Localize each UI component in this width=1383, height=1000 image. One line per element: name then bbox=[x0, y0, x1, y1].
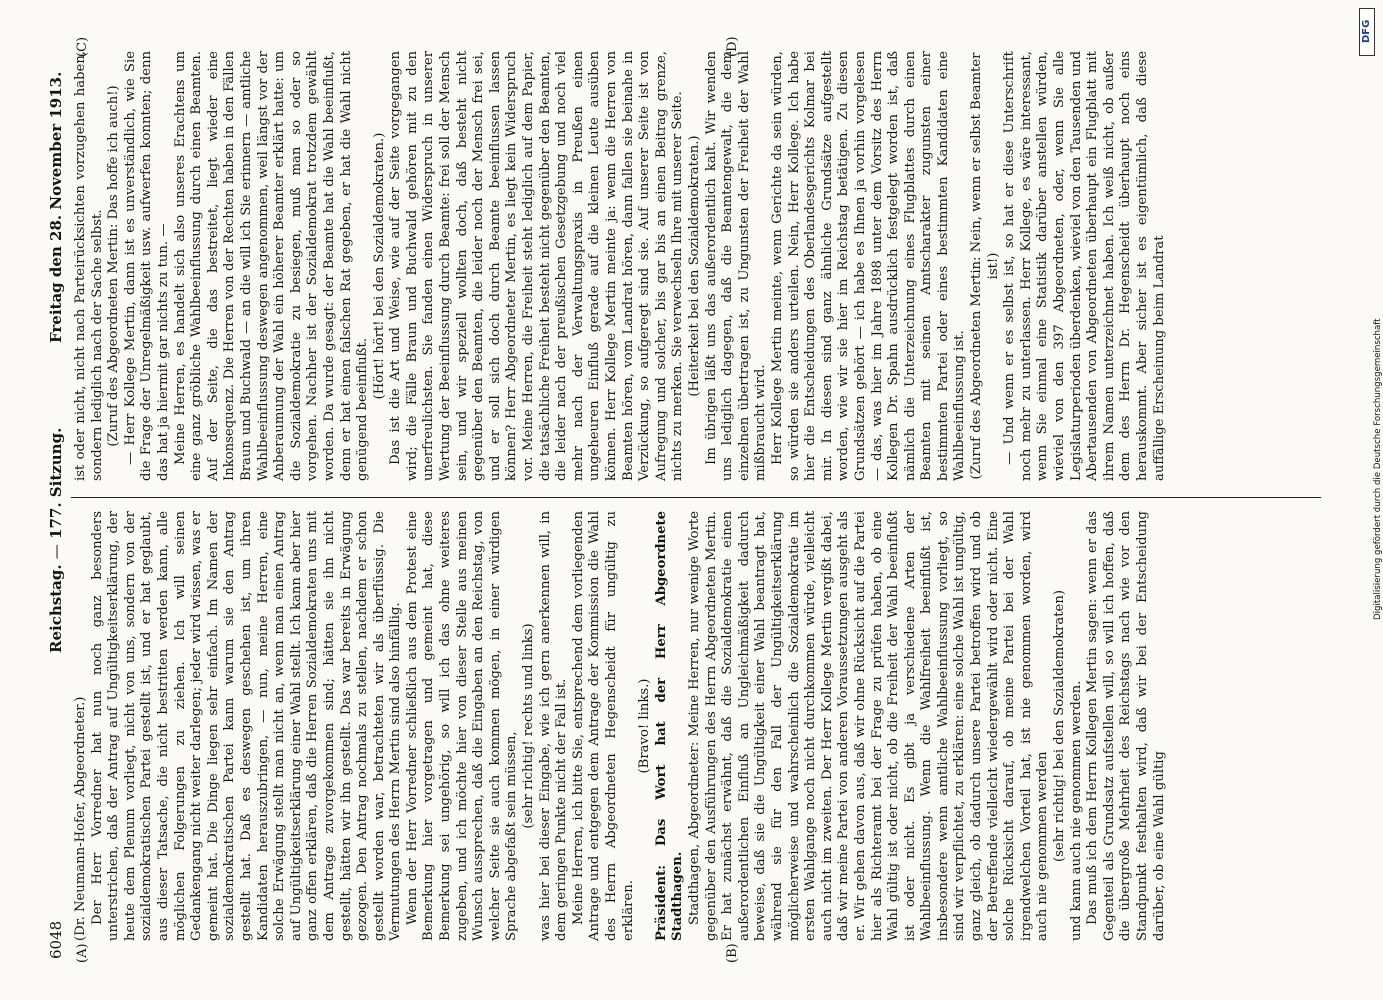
margin-mark-b: (B) bbox=[725, 943, 740, 963]
interjection: (Bravo! links.) bbox=[637, 678, 653, 774]
paragraph: Meine Herren, ich bitte Sie, entsprechend dem vorliegenden Antrage und entgegen dem Antrage der Kommission die Wahl des Herrn Abgeordneten Hegenscheidt für ungültig zu erklären. bbox=[570, 511, 636, 941]
speaker-line: Präsident: Das Wort hat der Herr Abgeordnete Stadthagen. bbox=[653, 511, 686, 941]
running-header bbox=[45, 33, 67, 963]
paragraph: Das muß ich dem Herrn Kollegen Mertin sagen: wenn er das Gegenteil als Grundsatz aufstellen will, so will ich hoffen, daß die übergroße Mehrheit des Reichstags nach wie vor den Standpunkt festhalten wird, daß wir bei der Entscheidung darüber, ob eine Wahl gültig bbox=[1085, 511, 1167, 941]
dfg-logo-text: DFG bbox=[1361, 19, 1372, 43]
paragraph: Wenn der Herr Vorredner schließlich aus dem Protest eine Bemerkung hier vorgetragen und gemeint hat, diese Bemerkung sei ungehörig, so will ich das ohne weiteres zugeben, und ich möchte hier von dieser Stelle aus meinen Wunsch aussprechen, daß die Eingaben an den Reichstag, von welcher Seite sie auch kommen mögen, in einer würdigen Sprache abgefaßt sein müssen, bbox=[404, 511, 520, 941]
credit-text: Digitalisierung gefördert durch die Deutsche Forschungsgemeinschaft bbox=[1373, 318, 1383, 620]
header-dash: — bbox=[47, 544, 65, 560]
header-reichstag: Reichstag. bbox=[47, 564, 65, 653]
digitization-credit bbox=[1349, 0, 1383, 1000]
paragraph: — Und wenn er es selbst ist, so hat er diese Unterschrift noch mehr zu unterlassen. Herr Kollege, es wäre interessant, wenn Sie einmal eine Statistik darüber anstellen würden, wieviel von den 397 Abgeordneten, oder, wenn Sie alle Legislaturperioden überdenken, wieviel von den Tausenden und Abertausenden von Abgeordneten überhaupt ein Flugblatt mit ihrem Namen unterzeichnet haben. Ich weiß nicht, ob außer dem des Herrn Dr. Hegenscheidt überhaupt noch eins herauskommt. Aber sicher ist es eigentümlich, daß diese auffällige Erscheinung beim Landrat bbox=[1002, 50, 1167, 481]
paragraph: ist oder nicht, nicht nach Parteirücksichten vorzugehen haben, sondern lediglich nach der Sache selbst. bbox=[73, 51, 105, 481]
paragraph: — Herr Kollege Mertin, dann ist es unverständlich, wie Sie die Frage der Unregelmäßigkeit usw. aufwerfen konnten; denn das hat ja hiermit gar nichts zu tun. — bbox=[122, 51, 171, 481]
header-date: Freitag den 28. November 1913. bbox=[47, 71, 65, 343]
paragraph: was hier bei dieser Eingabe, wie ich gern anerkennen will, in dem geringen Punkte nicht der Fall ist. bbox=[537, 511, 570, 941]
interjection: (Zuruf des Abgeordneten Mertin: Nein, wenn er selbst Beamter ist!) bbox=[969, 52, 1001, 480]
left-column bbox=[73, 511, 1168, 941]
interjection: (Zuruf des Abgeordneten Mertin: Das hoffe ich auch!) bbox=[106, 85, 122, 447]
header-session: 177. Sitzung. bbox=[47, 427, 65, 539]
paragraph: Der Herr Vorredner hat nun noch ganz besonders unterstrichen, daß der Antrag auf Ungültigkeitserklärung, der heute dem Plenum vorliegt, nicht von uns, sondern von der sozialdemokratischen Partei gestellt ist, und er hat geglaubt, aus dieser Tatsache, die nicht bestritten werden kann, alle möglichen Folgerungen zu ziehen. Ich will seinen Gedankengang nicht weiter darlegen; jeder wird wissen, was er gemeint hat. Die Dinge liegen sehr einfach. Im Namen der sozialdemokratischen Partei kann warum sie den Antrag gestellt hat. Daß es deswegen geschehen ist, um ihren Kandidaten herauszubringen, — nun, meine Herren, eine solche Erwägung stellt man nicht an, wenn man einen Antrag auf Ungültigkeitserklärung einer Wahl stellt. Ich kann aber hier ganz offen erklären, daß die Herren Sozialdemokraten uns mit dem Antrage zuvorgekommen sind; hätten sie ihn nicht gestellt, hätten wir ihn gestellt. Das war bereits in Erwägung gezogen. Den Antrag nochmals zu stellen, nachdem er schon gestellt worden war, betrachteten wir als überflüssig. Die Vermutungen des Herrn Mertin sind also hinfällig. bbox=[89, 511, 404, 941]
margin-mark-a: (A) bbox=[75, 943, 90, 963]
paragraph: Das ist die Art und Weise, wie auf der Seite vorgegangen wird; die Fälle Braun und Buchwald gehören mit zu den unerfreulichsten. Sie fanden einen Widerspruch in unserer Wertung der Beeinflussung durch Beamte: frei soll der Mensch sein, und wir speziell wollten doch, daß besteht nicht gegenüber den Beamten, die leider noch der Mensch frei sei, und er soll sich doch durch Beamte beeinflussen lassen können? Herr Abgeordneter Mertin, es liegt kein Widerspruch vor. Meine Herren, die Freiheit steht lediglich auf dem Papier, die tatsächliche Freiheit besteht nicht gegenüber den Beamten, die leider nach der preußischen Gesetzgebung und noch viel mehr nach der Verwaltungspraxis in Preußen einen ungeheuren Einfluß gerade auf die kleinen Leute ausüben können. Herr Kollege Mertin meinte ja: wenn die Herren von Beamten hören, vom Landrat hören, dann fallen sie beinahe in Verzückung, so aufgeregt sind sie. Auf unserer Seite ist von Aufregung und solcher, bis gar bis an einen Beitrag grenze, nichts zu merken. Sie verwechseln Ihre mit unserer Seite. bbox=[388, 51, 686, 481]
column-divider bbox=[71, 497, 1321, 498]
margin-mark-c: (C) bbox=[75, 36, 90, 57]
paragraph: und kann auch nie genommen werden. bbox=[1068, 680, 1084, 941]
right-column bbox=[73, 51, 1168, 481]
interjection: (sehr richtig! bei den Sozialdemokraten) bbox=[1052, 590, 1068, 862]
paragraph: (Dr. Neumann-Hofer, Abgeordneter.) bbox=[73, 696, 88, 941]
interjection: (Heiterkeit bei den Sozialdemokraten.) bbox=[686, 135, 702, 397]
paragraph: Meine Herren, es handelt sich also unseres Erachtens um eine ganz gröbliche Wahlbeeinflussung durch einen Beamten. Auf der Seite, die das bestreitet, liegt wieder eine Inkonsequenz. Die Herren von der Rechten haben in den Fällen Braun und Buchwald — an die will ich Sie erinnern — amtliche Wahlbeeinflussung deswegen angenommen, weil längst vor der Anberaumung der Wahl ein höherer Beamter erklärt hatte: um die Sozialdemokratie zu besiegen, muß man so oder so vorgehen. Nachher ist der Sozialdemokrat trotzdem gewählt worden. Da wurde gesagt: der Beamte hat die Wahl beeinflußt, denn er hat einen falschen Rat gegeben, er hat die Wahl nicht genügend beeinflußt. bbox=[172, 51, 371, 481]
paragraph: Herr Kollege Mertin meinte, wenn Gerichte da sein würden, so würden sie anders urteilen. Nein, Herr Kollege. Ich habe hier die Entscheidungen des Oberlandesgerichts Kolmar bei mir. In diesen sind ganz ähnliche Grundsätze aufgestellt worden, wie wir sie hier im Reichstag betätigen. Zu diesen Grundsätzen gehört — ich habe es Ihnen ja vorhin vorgelesen — das, was hier im Jahre 1898 unter dem Vorsitz des Herrn Kollegen Dr. Spahn ausdrücklich festgelegt worden ist, daß nämlich die Unterzeichnung eines Flugblattes durch einen Beamten mit seinen Amtscharakter zugunsten einer bestimmten Partei oder eines bestimmten Kandidaten eine Wahlbeeinflussung ist. bbox=[769, 51, 968, 481]
rotated-document-page bbox=[45, 33, 1345, 963]
interjection: (Hört! hört! bei den Sozialdemokraten.) bbox=[371, 132, 387, 400]
page-number: 6048 bbox=[47, 920, 65, 959]
paragraph: Stadthagen, Abgeordneter: Meine Herren, nur wenige Worte gegenüber den Ausführungen des Herrn Abgeordneten Mertin. Er hat zunächst erwähnt, daß die Sozialdemokratie einen außerordentlichen Einfluß an Ungleichmäßigkeit dadurch beweise, daß sie die Ungültigkeit einer Wahl beantragt hat, während sie für den Fall der Ungültigkeitserklärung möglicherweise und wahrscheinlich die Sozialdemokratie im ersten Wahlgange noch nicht durchkommen würde, vielleicht auch nicht im zweiten. Der Herr Kollege Mertin vergißt dabei, daß wir meine Partei von anderen Voraussetzungen ausgeht als er. Wir gehen davon aus, daß wir ohne Rücksicht auf die Partei hier als Richteramt bei der Frage zu prüfen haben, ob eine Wahl gültig ist oder nicht, ob die Freiheit der Wahl beeinflußt ist oder nicht. Es gibt ja verschiedene Arten der Wahlbeeinflussung. Wenn die Wahlfreiheit beeinflußt ist, insbesondere wenn amtliche Wahlbeeinflussung vorliegt, so sind wir verpflichtet, zu erklären: eine solche Wahl ist ungültig, ganz gleich, ob dadurch unsere Partei betroffen wird und ob der Betreffende vielleicht wiedergewählt wird oder nicht. Eine solche Rücksicht darauf, ob meine Partei bei der Wahl irgendwelchen Vorteil hat, ist nie genommen worden, wird auch nie genommen werden bbox=[686, 511, 1051, 941]
dfg-logo bbox=[1359, 8, 1375, 56]
paragraph: Im übrigen läßt uns das außerordentlich kalt. Wir wenden uns lediglich dagegen, daß die Beamtengewalt, die dem einzelnen übertragen ist, zu Ungunsten der Freiheit der Wahl mißbraucht wird. bbox=[703, 51, 769, 481]
header-left-title bbox=[45, 428, 67, 653]
interjection: (sehr richtig! rechts und links) bbox=[521, 623, 537, 829]
margin-mark-d: (D) bbox=[725, 36, 740, 57]
